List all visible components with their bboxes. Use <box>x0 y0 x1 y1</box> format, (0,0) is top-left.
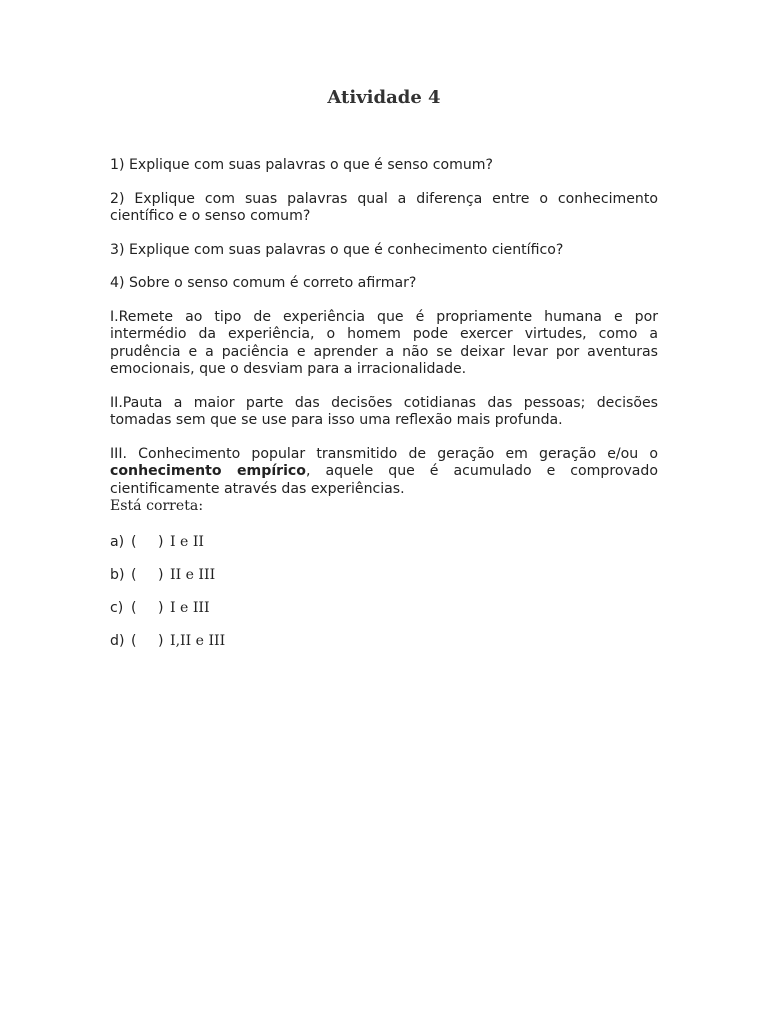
option-checkbox-close: ) <box>158 600 164 616</box>
option-c[interactable] <box>110 599 210 617</box>
questions-section <box>110 157 658 516</box>
option-b[interactable] <box>110 566 215 584</box>
statement-3-bold-term: conhecimento empírico <box>110 463 306 479</box>
statement-1: I.Remete ao tipo de experiência que é propriamente humana e por intermédio da experiência, o homem pode exercer virtudes, como a prudência e a paciência e aprender a não se deixar levar por aventuras emocionais, que o desviam para a irracionalidade. <box>110 308 658 377</box>
statement-3 <box>110 446 658 499</box>
page-title: Atividade 4 <box>327 87 441 108</box>
option-a[interactable] <box>110 533 204 551</box>
option-checkbox-close: ) <box>158 633 164 649</box>
option-letter: d) <box>110 633 125 649</box>
option-text: I,II e III <box>170 633 226 649</box>
option-text: I e III <box>170 600 210 616</box>
option-letter: b) <box>110 567 125 583</box>
question-2: 2) Explique com suas palavras qual a diferença entre o conhecimento científico e o senso comum? <box>110 190 658 224</box>
option-checkbox-close: ) <box>158 567 164 583</box>
option-checkbox-open: ( <box>131 633 137 649</box>
question-1: 1) Explique com suas palavras o que é senso comum? <box>110 157 493 173</box>
option-checkbox-open: ( <box>131 534 137 550</box>
statement-2: II.Pauta a maior parte das decisões cotidianas das pessoas; decisões tomadas sem que se use para isso uma reflexão mais profunda. <box>110 394 658 428</box>
option-checkbox-close: ) <box>158 534 164 550</box>
option-text: II e III <box>170 567 216 583</box>
question-4: 4) Sobre o senso comum é correto afirmar? <box>110 275 417 291</box>
statement-3-text-start: III. Conhecimento popular transmitido de geração em geração e/ou o <box>110 445 658 462</box>
option-checkbox-open: ( <box>131 600 137 616</box>
option-checkbox-open: ( <box>131 567 137 583</box>
option-letter: c) <box>110 600 124 616</box>
question-3: 3) Explique com suas palavras o que é conhecimento científico? <box>110 241 564 258</box>
option-letter: a) <box>110 534 125 550</box>
answer-prompt: Está correta: <box>110 498 204 514</box>
option-d[interactable] <box>110 632 225 650</box>
option-text: I e II <box>170 534 205 550</box>
statement-3-text-end: , aquele que é acumulado e comprovado cientificamente através das experiências. <box>110 463 658 497</box>
